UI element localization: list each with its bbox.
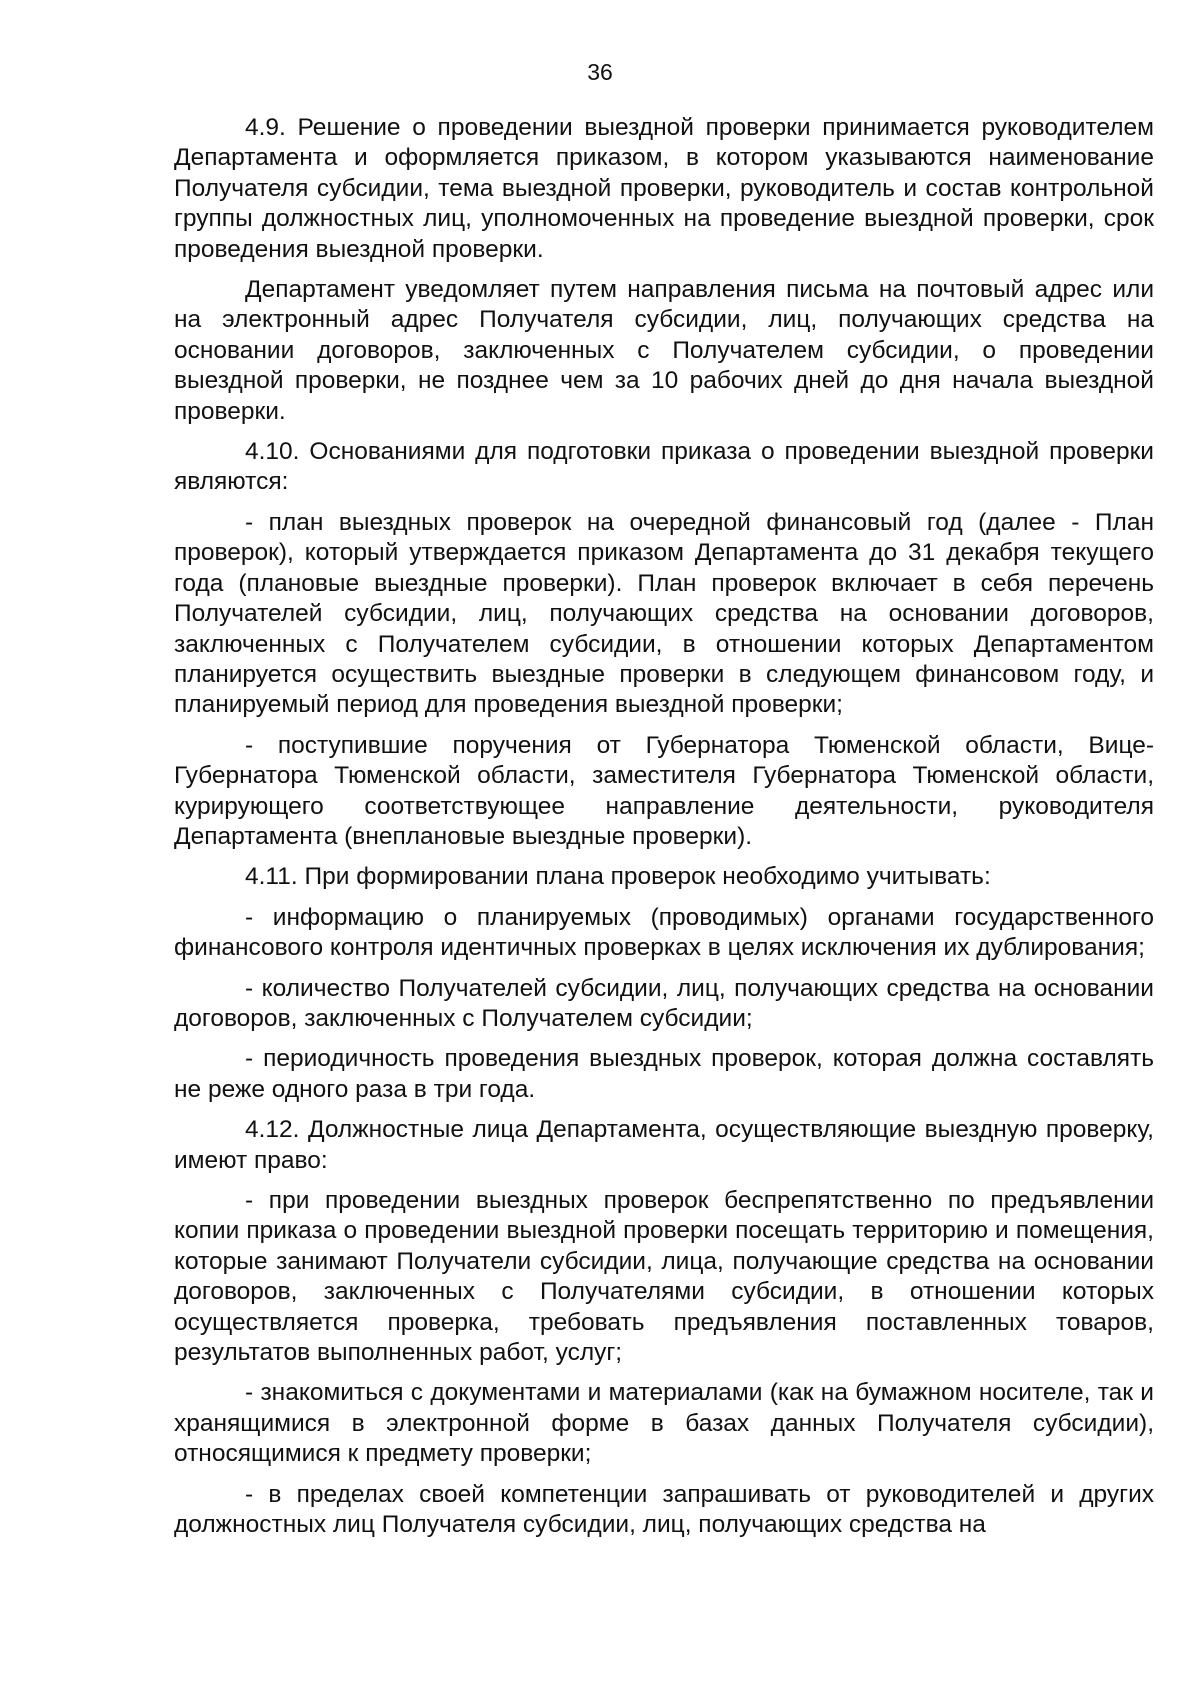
- paragraph-4-9: 4.9. Решение о проведении выездной проверки принимается руководителем Департамента и оформляется приказом, в котором указываются наименование Получателя субсидии, тема выездной проверки, руководитель и состав контрольной группы должностных лиц, уполномоченных на проведение выездной проверки, срок проведения выездной проверки.: [174, 114, 1154, 263]
- paragraph-notification: Департамент уведомляет путем направления письма на почтовый адрес или на электронный адрес Получателя субсидии, лиц, получающих средства на основании договоров, заключенных с Получателем субсидии, о проведении выездной проверки, не позднее чем за 10 рабочих дней до дня начала выездной проверки.: [174, 276, 1154, 425]
- list-item-plan: - план выездных проверок на очередной финансовый год (далее - План проверок), который утверждается приказом Департамента до 31 декабря текущего года (плановые выездные проверки). План проверок включает в себя перечень Получателей субсидии, лиц, получающих средства на основании договоров, заключенных с Получателем субсидии, в отношении которых Департаментом планируется осуществить выездные проверки в следующем финансовом году, и планируемый период для проведения выездной проверки;: [174, 508, 1154, 719]
- list-item-quantity: - количество Получателей субсидии, лиц, получающих средства на основании договоров, заключенных с Получателем субсидии;: [174, 974, 1154, 1032]
- page-number: 36: [587, 59, 613, 85]
- paragraph-4-10: 4.10. Основаниями для подготовки приказа о проведении выездной проверки являются:: [174, 438, 1154, 496]
- list-item-visit: - при проведении выездных проверок беспрепятственно по предъявлении копии приказа о проведении выездной проверки посещать территорию и помещения, которые занимают Получатели субсидии, лица, получающие средства на основании договоров, заключенных с Получателями субсидии, в отношении которых осуществляется проверка, требовать предъявления поставленных товаров, результатов выполненных работ, услуг;: [174, 1187, 1154, 1367]
- paragraph-4-11: 4.11. При формировании плана проверок необходимо учитывать:: [245, 863, 991, 891]
- paragraph-4-12: 4.12. Должностные лица Департамента, осуществляющие выездную проверку, имеют право:: [174, 1116, 1154, 1174]
- list-item-instructions: - поступившие поручения от Губернатора Тюменской области, Вице-Губернатора Тюменской области, заместителя Губернатора Тюменской области, курирующего соответствующее направление деятельности, руководителя Департамента (внеплановые выездные проверки).: [174, 731, 1154, 850]
- document-body: [174, 113, 1154, 1550]
- list-item-documents: - знакомиться с документами и материалами (как на бумажном носителе, так и хранящимися в электронной форме в базах данных Получателя субсидии), относящимися к предмету проверки;: [174, 1379, 1154, 1468]
- list-item-periodicity: - периодичность проведения выездных проверок, которая должна составлять не реже одного раза в три года.: [174, 1045, 1154, 1103]
- list-item-request: - в пределах своей компетенции запрашивать от руководителей и других должностных лиц Получателя субсидии, лиц, получающих средства на: [174, 1480, 1154, 1539]
- list-item-information: - информацию о планируемых (проводимых) органами государственного финансового контроля идентичных проверках в целях исключения их дублирования;: [174, 903, 1154, 962]
